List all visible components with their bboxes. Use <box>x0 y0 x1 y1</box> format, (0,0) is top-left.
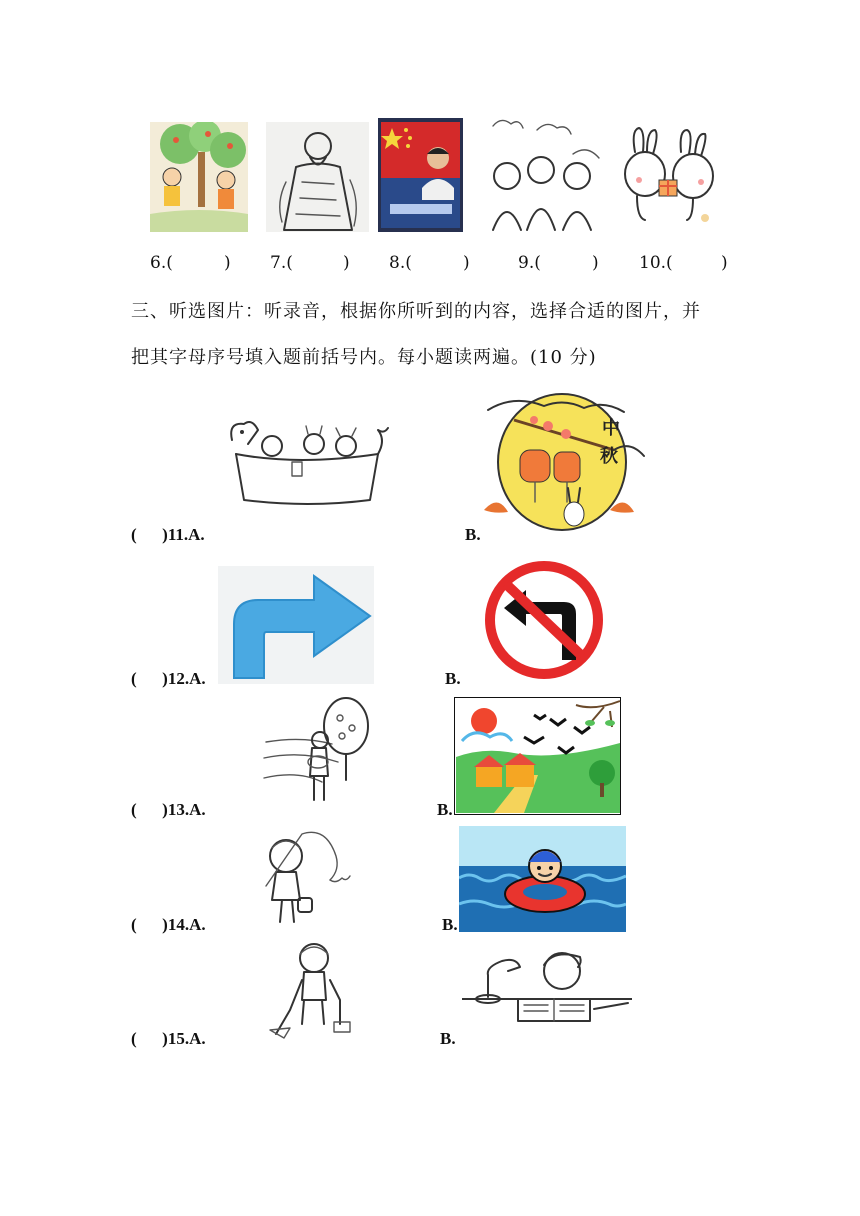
turn-right-arrow-picture <box>218 566 374 684</box>
children-planting-trees-picture <box>150 122 248 232</box>
answer-label-9-open: 9.( <box>518 253 541 273</box>
answer-label-10-open: 10.( <box>639 253 673 273</box>
answer-label-7-close: ) <box>343 253 350 273</box>
answer-label-9-close: ) <box>592 253 599 273</box>
section-3-instruction-line-1: 三、听选图片：听录音，根据你所听到的内容，选择合适的图片，并 <box>131 301 701 322</box>
astronaut-book-cover-picture <box>378 118 463 232</box>
rabbits-gift-picture <box>617 122 720 232</box>
answer-label-6-close: ) <box>224 253 231 273</box>
answer-label-6-open: 6.( <box>150 253 173 273</box>
boy-swimming-picture <box>459 826 626 932</box>
mid-autumn-moon-picture <box>474 390 652 536</box>
question-12-b-label: B. <box>445 669 461 688</box>
farmer-picking-apples-picture <box>262 696 378 804</box>
confucius-picture <box>266 122 369 232</box>
question-12-label: ( )12.A. <box>131 669 206 688</box>
boy-sweeping-picture <box>268 940 356 1040</box>
question-11-b-label: B. <box>465 525 481 544</box>
answer-label-8-close: ) <box>463 253 470 273</box>
girls-chatting-picture <box>481 114 604 232</box>
boy-fishing-picture <box>256 826 360 926</box>
question-13-b-label: B. <box>437 800 453 819</box>
answer-label-10-close: ) <box>721 253 728 273</box>
answer-label-7-open: 7.( <box>270 253 293 273</box>
spring-swallows-picture <box>454 697 621 815</box>
boy-doing-homework-picture <box>462 947 632 1029</box>
question-11-label: ( )11.A. <box>131 525 205 544</box>
dragon-boat-picture <box>218 414 394 514</box>
moon-character-zhong: 中 <box>602 418 620 439</box>
question-14-label: ( )14.A. <box>131 915 206 934</box>
question-15-label: ( )15.A. <box>131 1029 206 1048</box>
moon-character-qiu: 秋 <box>600 446 618 467</box>
section-3-instruction-line-2: 把其字母序号填入题前括号内。每小题读两遍。(10 分) <box>131 347 597 368</box>
question-15-b-label: B. <box>440 1029 456 1048</box>
answer-label-8-open: 8.( <box>389 253 412 273</box>
no-left-turn-sign-picture <box>464 556 624 684</box>
question-13-label: ( )13.A. <box>131 800 206 819</box>
question-14-b-label: B. <box>442 915 458 934</box>
